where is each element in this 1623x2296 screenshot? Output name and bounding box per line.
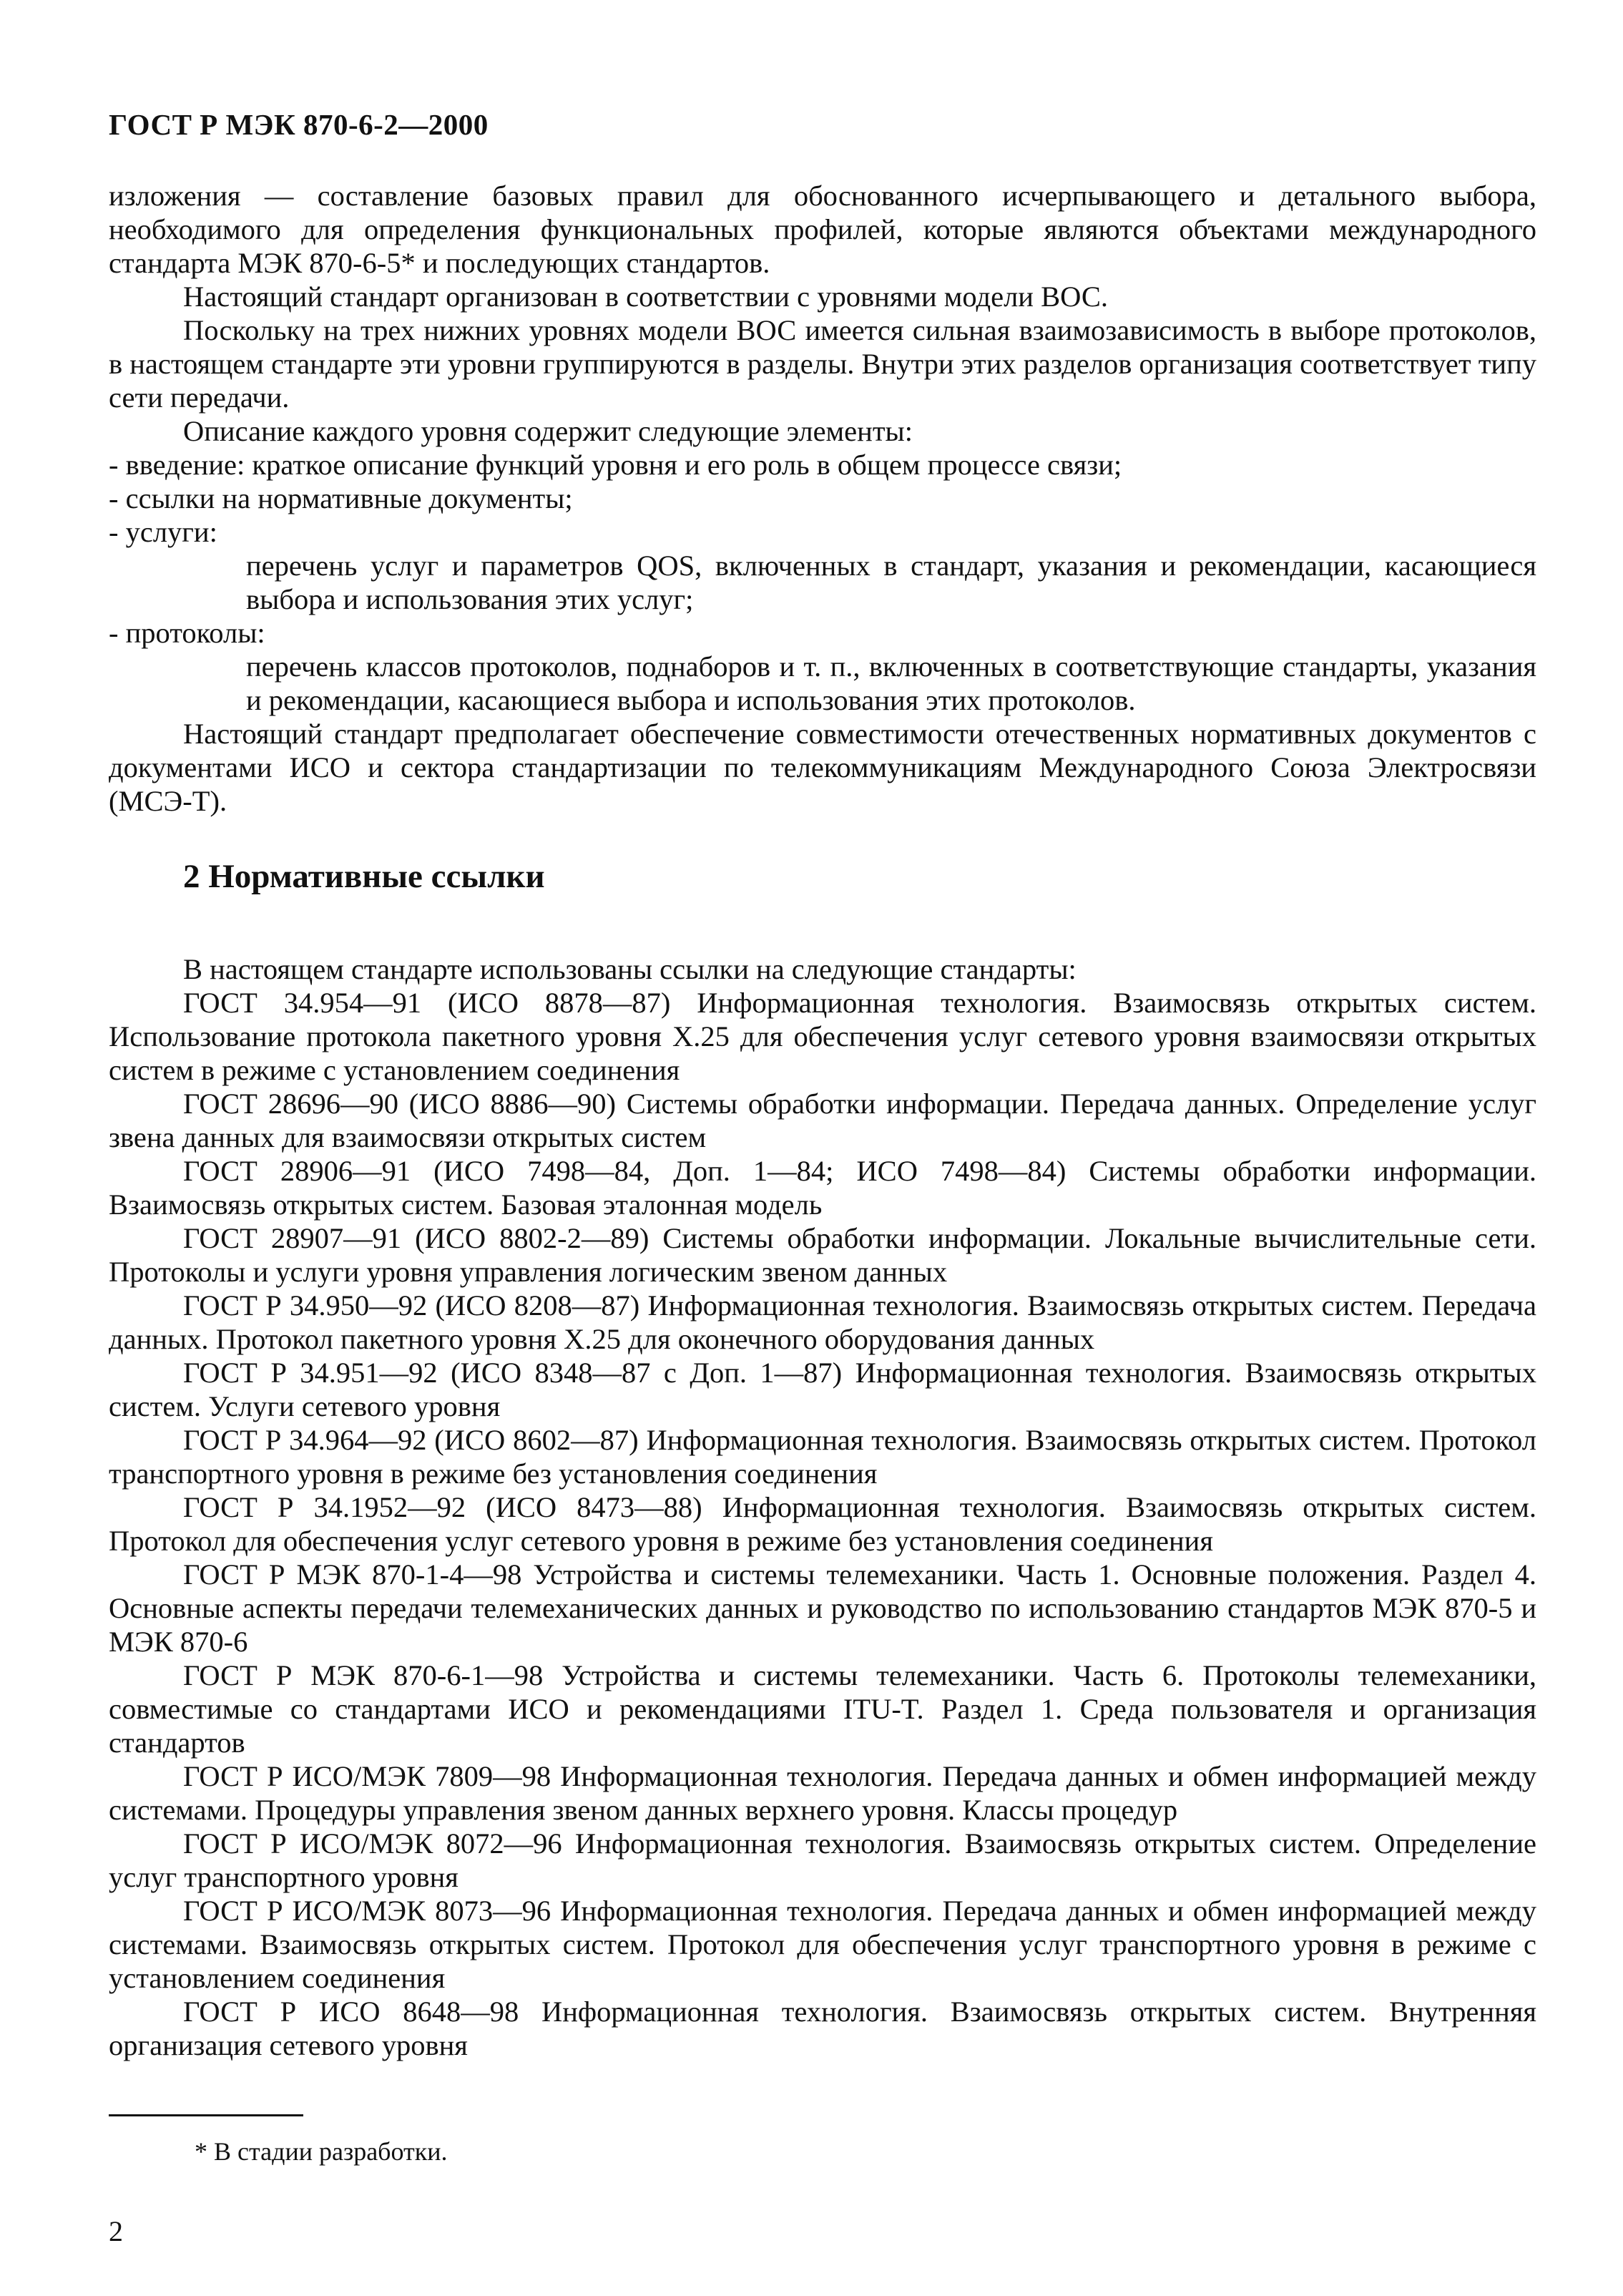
reference-item: ГОСТ 28906—91 (ИСО 7498—84, Доп. 1—84; ИСО 7498—84) Системы обработки информации. Взаимосвязь открытых систем. Базовая эталонная модель [109,1155,1536,1221]
paragraph: изложения — составление базовых правил для обоснованного исчерпывающего и детального выбора, необходимого для определения функциональных профилей, которые являются объектами международного стандарта МЭК 870-6-5* и последующих стандартов. [109,180,1536,279]
list-item: - введение: краткое описание функций уровня и его роль в общем процессе связи; [109,449,1122,481]
reference-item: ГОСТ 34.954—91 (ИСО 8878—87) Информационная технология. Взаимосвязь открытых систем. Использование протокола пакетного уровня Х.25 для обеспечения услуг сетевого уровня взаимосвязи открытых систем в режиме с установлением соединения [109,987,1536,1086]
paragraph: Настоящий стандарт предполагает обеспечение совместимости отечественных нормативных документов с документами ИСО и сектора стандартизации по телекоммуникациям Международного Союза Электросвязи (МСЭ-Т). [109,718,1536,817]
list-item: - услуги: [109,516,217,548]
reference-item: ГОСТ Р 34.951—92 (ИСО 8348—87 с Доп. 1—87) Информационная технология. Взаимосвязь открытых систем. Услуги сетевого уровня [109,1357,1536,1422]
list-item: - ссылки на нормативные документы; [109,482,573,514]
reference-item: ГОСТ Р 34.1952—92 (ИСО 8473—88) Информационная технология. Взаимосвязь открытых систем. Протокол для обеспечения услуг сетевого уровня в режиме без установления соединения [109,1491,1536,1557]
page-number: 2 [109,2215,123,2247]
reference-item: ГОСТ Р ИСО/МЭК 8073—96 Информационная технология. Передача данных и обмен информацией между системами. Взаимосвязь открытых систем. Протокол для обеспечения услуг транспортного уровня в режиме с установлением соединения [109,1895,1536,1994]
footnote: * В стадии разработки. [195,2137,448,2166]
reference-item: ГОСТ 28696—90 (ИСО 8886—90) Системы обработки информации. Передача данных. Определение услуг звена данных для взаимосвязи открытых систем [109,1088,1536,1153]
reference-item: ГОСТ Р 34.964—92 (ИСО 8602—87) Информационная технология. Взаимосвязь открытых систем. Протокол транспортного уровня в режиме без установления соединения [109,1424,1536,1490]
reference-item: ГОСТ Р МЭК 870-6-1—98 Устройства и системы телемеханики. Часть 6. Протоколы телемеханики, совместимые со стандартами ИСО и рекомендациями ITU-T. Раздел 1. Среда пользователя и организация стандартов [109,1659,1536,1759]
paragraph: Поскольку на трех нижних уровнях модели ВОС имеется сильная взаимозависимость в выборе протоколов, в настоящем стандарте эти уровни группируются в разделы. Внутри этих разделов организация соответствует типу сети передачи. [109,314,1536,414]
paragraph: Настоящий стандарт организован в соответствии с уровнями модели ВОС. [183,280,1108,313]
reference-item: ГОСТ Р ИСО 8648—98 Информационная технология. Взаимосвязь открытых систем. Внутренняя организация сетевого уровня [109,1995,1536,2061]
list-item: - протоколы: [109,617,265,649]
section-lead: В настоящем стандарте использованы ссылки на следующие стандарты: [183,953,1077,985]
reference-item: ГОСТ Р ИСО/МЭК 7809—98 Информационная технология. Передача данных и обмен информацией между системами. Процедуры управления звеном данных верхнего уровня. Классы процедур [109,1760,1536,1826]
list-item-detail: перечень услуг и параметров QOS, включенных в стандарт, указания и рекомендации, касающиеся выбора и использования этих услуг; [246,549,1536,615]
reference-item: ГОСТ Р МЭК 870-1-4—98 Устройства и системы телемеханики. Часть 1. Основные положения. Раздел 4. Основные аспекты передачи телемеханических данных и руководство по использованию стандартов МЭК 870-5 и МЭК 870-6 [109,1558,1536,1658]
reference-item: ГОСТ 28907—91 (ИСО 8802-2—89) Системы обработки информации. Локальные вычислительные сети. Протоколы и услуги уровня управления логическим звеном данных [109,1222,1536,1288]
reference-item: ГОСТ Р 34.950—92 (ИСО 8208—87) Информационная технология. Взаимосвязь открытых систем. Передача данных. Протокол пакетного уровня Х.25 для оконечного оборудования данных [109,1289,1536,1355]
paragraph: Описание каждого уровня содержит следующие элементы: [183,415,913,447]
reference-item: ГОСТ Р ИСО/МЭК 8072—96 Информационная технология. Взаимосвязь открытых систем. Определение услуг транспортного уровня [109,1827,1536,1893]
section-heading: 2 Нормативные ссылки [183,858,545,895]
running-header: ГОСТ Р МЭК 870-6-2—2000 [109,108,489,141]
footnote-divider [109,2114,303,2116]
document-body [109,179,1536,2062]
list-item-detail: перечень классов протоколов, поднаборов и т. п., включенных в соответствующие стандарты, указания и рекомендации, касающиеся выбора и использования этих протоколов. [246,650,1536,716]
